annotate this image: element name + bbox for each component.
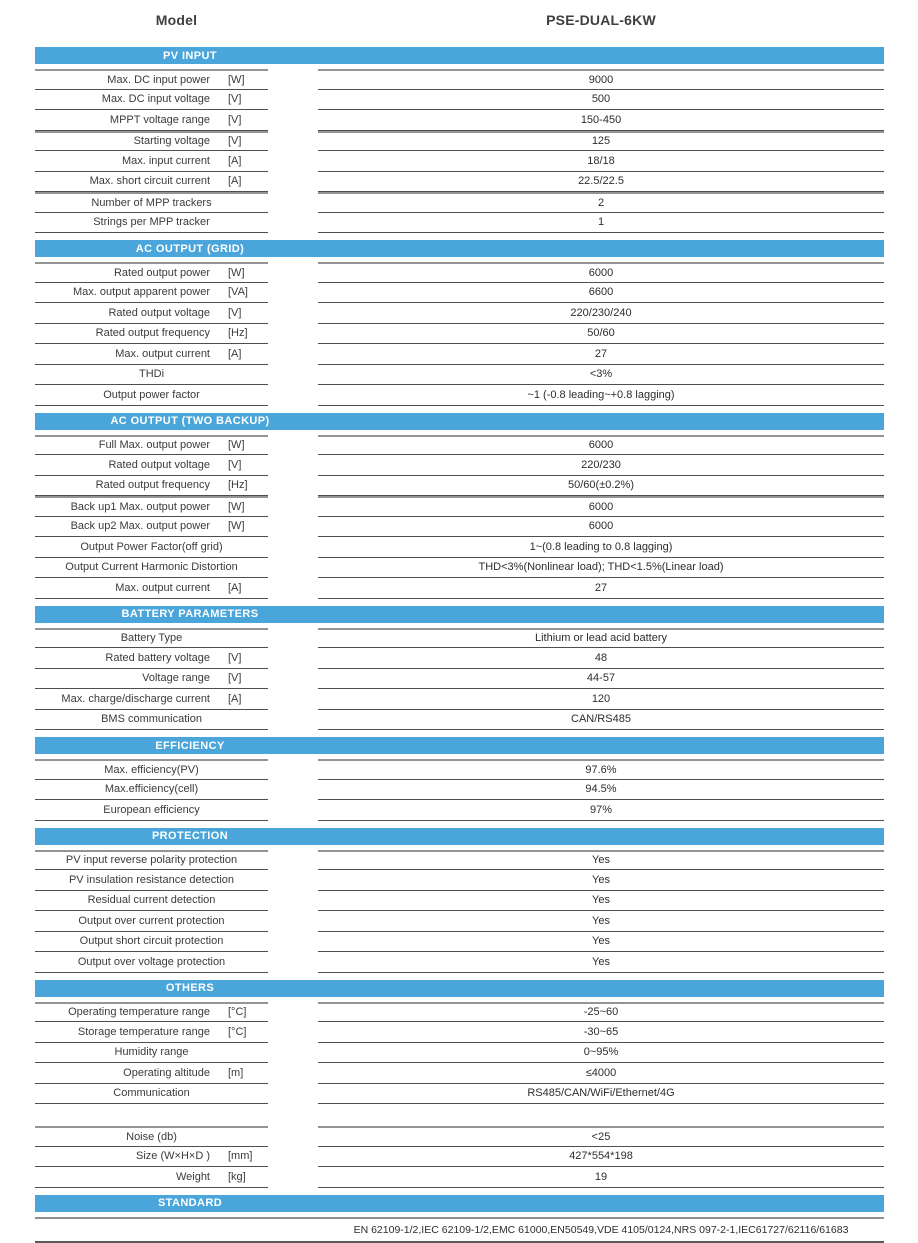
spec-unit: [A] (228, 175, 242, 188)
spec-label: Max. output apparent power (73, 286, 210, 299)
spec-value (318, 1104, 884, 1126)
spec-label-cell (35, 1002, 268, 1023)
section-title: PROTECTION (151, 830, 229, 842)
spec-label-cell (35, 324, 268, 345)
spec-value: 6000 (318, 517, 884, 538)
column-gap (268, 455, 318, 476)
spec-label: Voltage range (142, 672, 210, 685)
column-gap (268, 131, 318, 152)
spec-row (35, 1043, 884, 1064)
spec-row (35, 192, 884, 213)
column-gap (268, 151, 318, 172)
spec-label: Max. charge/discharge current (61, 692, 210, 705)
spec-unit: [W] (228, 266, 245, 279)
spec-row (35, 172, 884, 193)
spec-row (35, 1126, 884, 1147)
column-gap (268, 850, 318, 871)
spec-unit: [Hz] (228, 327, 248, 340)
spec-label-cell (35, 578, 268, 599)
spec-value: 1 (318, 213, 884, 234)
spec-label-cell (35, 1022, 268, 1043)
spec-value: 50/60(±0.2%) (318, 476, 884, 497)
spec-label-cell (35, 850, 268, 871)
spec-row (35, 283, 884, 304)
spec-label-cell (35, 759, 268, 780)
spec-label: Humidity range (114, 1046, 189, 1059)
spec-value: 27 (318, 344, 884, 365)
section-rows (35, 628, 884, 731)
spec-label: MPPT voltage range (109, 113, 210, 126)
section-rows (35, 759, 884, 821)
spec-value: CAN/RS485 (318, 710, 884, 731)
spec-row (35, 110, 884, 131)
spec-label-cell (35, 476, 268, 497)
spec-unit: [W] (228, 73, 245, 86)
spec-label-cell (35, 1084, 268, 1105)
column-gap (268, 689, 318, 710)
spec-section (35, 240, 884, 406)
spec-label: Strings per MPP tracker (93, 216, 210, 229)
column-gap (268, 90, 318, 111)
spec-unit: [VA] (228, 286, 248, 299)
section-bar (35, 240, 884, 257)
column-gap (268, 262, 318, 283)
column-gap (268, 870, 318, 891)
spec-section (35, 828, 884, 973)
spec-label: PV insulation resistance detection (68, 873, 235, 886)
column-gap (268, 303, 318, 324)
column-gap (268, 1022, 318, 1043)
section-bar (35, 1195, 884, 1212)
spec-label: Output Current Harmonic Distortion (65, 561, 238, 574)
spec-sheet (35, 0, 884, 1243)
section-rows (35, 1002, 884, 1188)
spec-value: THD<3%(Nonlinear load); THD<1.5%(Linear load) (318, 558, 884, 579)
spec-row (35, 69, 884, 90)
spec-label-cell (35, 90, 268, 111)
spec-label-cell (35, 911, 268, 932)
spec-row (35, 1002, 884, 1023)
spec-value: 9000 (318, 69, 884, 90)
spec-unit: [A] (228, 154, 242, 167)
model-label: Model (155, 12, 198, 28)
spec-label: Max. DC input power (107, 73, 210, 86)
spec-row (35, 1104, 884, 1126)
spec-unit: [W] (228, 520, 245, 533)
spec-label-cell (35, 891, 268, 912)
spec-label-cell (35, 1167, 268, 1188)
spec-value: 97.6% (318, 759, 884, 780)
spec-row (35, 780, 884, 801)
spec-label-cell (35, 435, 268, 456)
column-gap (268, 1167, 318, 1188)
spec-value: 94.5% (318, 780, 884, 801)
spec-value: 48 (318, 648, 884, 669)
spec-row (35, 303, 884, 324)
spec-label-cell (35, 110, 268, 131)
spec-label: Max. output current (115, 581, 210, 594)
column-gap (268, 1043, 318, 1064)
model-value: PSE-DUAL-6KW (546, 12, 656, 28)
spec-label-cell (35, 780, 268, 801)
spec-label-cell (35, 455, 268, 476)
spec-unit: [A] (228, 347, 242, 360)
spec-label-cell (35, 648, 268, 669)
sections-container (35, 47, 884, 1243)
column-gap (268, 1104, 318, 1126)
column-gap (268, 1084, 318, 1105)
spec-label-cell (35, 628, 268, 649)
spec-label: European efficiency (103, 803, 200, 816)
column-gap (268, 435, 318, 456)
spec-value: 6000 (318, 435, 884, 456)
section-bar (35, 47, 884, 64)
spec-row (35, 476, 884, 497)
spec-value: 27 (318, 578, 884, 599)
spec-section (35, 1195, 884, 1243)
section-rows (35, 850, 884, 973)
spec-value: Yes (318, 891, 884, 912)
spec-value: 97% (318, 800, 884, 821)
spec-row (35, 689, 884, 710)
spec-value: 220/230/240 (318, 303, 884, 324)
spec-label: Back up1 Max. output power (70, 500, 210, 513)
spec-row (35, 669, 884, 690)
spec-label: Rated battery voltage (105, 651, 210, 664)
column-gap (268, 213, 318, 234)
spec-label-cell (35, 1126, 268, 1147)
spec-label: Back up2 Max. output power (70, 520, 210, 533)
spec-label: Full Max. output power (98, 439, 210, 452)
column-gap (268, 932, 318, 953)
spec-label-cell (35, 385, 268, 406)
spec-label: Operating temperature range (68, 1006, 210, 1019)
spec-label: Residual current detection (87, 894, 216, 907)
spec-unit: [V] (228, 93, 242, 106)
column-gap (268, 324, 318, 345)
spec-row (35, 800, 884, 821)
spec-label: Output power factor (103, 388, 200, 401)
spec-row (35, 952, 884, 973)
spec-label-cell (35, 537, 268, 558)
column-gap (268, 800, 318, 821)
spec-value: Yes (318, 952, 884, 973)
spec-row (35, 455, 884, 476)
column-gap (268, 780, 318, 801)
spec-row (35, 90, 884, 111)
spec-value: Yes (318, 850, 884, 871)
spec-value: ≤4000 (318, 1063, 884, 1084)
column-gap (268, 172, 318, 193)
spec-section (35, 737, 884, 821)
column-gap (268, 496, 318, 517)
spec-value: 19 (318, 1167, 884, 1188)
spec-label: Rated output frequency (95, 327, 210, 340)
spec-label-cell (35, 496, 268, 517)
spec-unit: [W] (228, 439, 245, 452)
spec-label-cell (35, 800, 268, 821)
spec-label: Rated output frequency (95, 479, 210, 492)
spec-label: Rated output power (113, 266, 210, 279)
spec-unit: [mm] (228, 1150, 253, 1163)
spec-value: 6000 (318, 262, 884, 283)
section-title: STANDARD (157, 1197, 223, 1209)
spec-row (35, 932, 884, 953)
column-gap (268, 1147, 318, 1168)
column-gap (268, 628, 318, 649)
spec-label-cell (35, 131, 268, 152)
spec-unit: [V] (228, 651, 242, 664)
spec-row (35, 628, 884, 649)
column-gap (268, 759, 318, 780)
spec-label: PV input reverse polarity protection (65, 854, 238, 867)
spec-label: Rated output voltage (108, 306, 210, 319)
spec-row (35, 558, 884, 579)
section-bar (35, 737, 884, 754)
column-gap (268, 891, 318, 912)
spec-value: -25~60 (318, 1002, 884, 1023)
section-rows (35, 435, 884, 599)
spec-row (35, 1147, 884, 1168)
spec-value: 50/60 (318, 324, 884, 345)
spec-label: Output short circuit protection (79, 935, 224, 948)
spec-value: 6600 (318, 283, 884, 304)
spec-unit: [V] (228, 113, 242, 126)
section-rows (35, 1217, 884, 1243)
column-gap (268, 476, 318, 497)
spec-label: Max.efficiency(cell) (104, 783, 199, 796)
spec-unit: [V] (228, 135, 242, 148)
spec-label: Output over current protection (78, 914, 225, 927)
spec-label-cell (35, 344, 268, 365)
model-header (35, 0, 884, 40)
column-gap (268, 669, 318, 690)
column-gap (268, 558, 318, 579)
section-title: OTHERS (165, 982, 215, 994)
spec-row (35, 324, 884, 345)
spec-value: 0~95% (318, 1043, 884, 1064)
spec-row (35, 891, 884, 912)
spec-value: 427*554*198 (318, 1147, 884, 1168)
spec-label-cell (35, 558, 268, 579)
spec-unit: [V] (228, 458, 242, 471)
spec-value: Yes (318, 932, 884, 953)
spec-row (35, 344, 884, 365)
spec-label: Rated output voltage (108, 458, 210, 471)
section-title: AC OUTPUT (TWO BACKUP) (110, 415, 270, 427)
section-title: AC OUTPUT (GRID) (135, 242, 245, 255)
spec-label-cell (35, 1147, 268, 1168)
spec-label-cell (35, 365, 268, 386)
standards-row (35, 1217, 884, 1243)
spec-value: 2 (318, 192, 884, 213)
spec-label: Max. output current (115, 347, 210, 360)
column-gap (268, 911, 318, 932)
spec-value: Lithium or lead acid battery (318, 628, 884, 649)
spec-label: Output over voltage protection (77, 955, 226, 968)
spec-unit: [W] (228, 500, 245, 513)
section-rows (35, 262, 884, 406)
spec-value: -30~65 (318, 1022, 884, 1043)
spec-unit: [°C] (228, 1025, 247, 1038)
spec-label-cell (35, 517, 268, 538)
column-gap (268, 192, 318, 213)
section-bar (35, 828, 884, 845)
spec-row (35, 151, 884, 172)
spec-value: Yes (318, 870, 884, 891)
spec-value: 18/18 (318, 151, 884, 172)
spec-row (35, 213, 884, 234)
spec-unit: [A] (228, 581, 242, 594)
spec-value: Yes (318, 911, 884, 932)
spec-row (35, 1022, 884, 1043)
spec-label: Communication (113, 1087, 190, 1100)
spec-value: 220/230 (318, 455, 884, 476)
spec-row (35, 911, 884, 932)
spec-label-cell (35, 870, 268, 891)
spec-value: <25 (318, 1126, 884, 1147)
spec-label: BMS communication (101, 713, 202, 726)
spec-label: Noise (db) (126, 1130, 177, 1143)
spec-section (35, 413, 884, 599)
spec-label: Battery Type (120, 632, 183, 645)
spec-unit: [V] (228, 306, 242, 319)
spec-label: Number of MPP trackers (91, 196, 212, 209)
section-title: BATTERY PARAMETERS (121, 608, 259, 620)
spec-row (35, 385, 884, 406)
spec-label-cell (35, 952, 268, 973)
column-gap (268, 710, 318, 731)
spec-value: <3% (318, 365, 884, 386)
column-gap (268, 952, 318, 973)
spec-row (35, 710, 884, 731)
section-bar (35, 980, 884, 997)
section-bar (35, 413, 884, 430)
section-rows (35, 69, 884, 233)
spec-label-cell (35, 69, 268, 90)
spec-value: ~1 (-0.8 leading~+0.8 lagging) (318, 385, 884, 406)
spec-row (35, 496, 884, 517)
spec-section (35, 606, 884, 731)
spec-label-cell (35, 213, 268, 234)
spec-row (35, 648, 884, 669)
spec-label-cell (35, 689, 268, 710)
spec-row (35, 870, 884, 891)
spec-label: Max. short circuit current (89, 175, 210, 188)
spec-unit: [Hz] (228, 479, 248, 492)
standards-text: EN 62109-1/2,IEC 62109-1/2,EMC 61000,EN50549,VDE 4105/0124,NRS 097-2-1,IEC61727/62116/61683 (353, 1223, 849, 1236)
column-gap (268, 283, 318, 304)
spec-label-cell (35, 283, 268, 304)
section-title: EFFICIENCY (155, 739, 225, 752)
spec-value: 44-57 (318, 669, 884, 690)
section-bar (35, 606, 884, 623)
spec-label: Max. input current (121, 154, 210, 167)
column-gap (268, 1063, 318, 1084)
spec-value: 500 (318, 90, 884, 111)
spec-label-cell (35, 151, 268, 172)
spec-label-cell (35, 1063, 268, 1084)
spec-label: Output Power Factor(off grid) (80, 540, 223, 553)
spec-value: 150-450 (318, 110, 884, 131)
spec-label: THDi (138, 368, 165, 381)
spec-label: Storage temperature range (77, 1025, 210, 1038)
spec-row (35, 365, 884, 386)
spec-row (35, 759, 884, 780)
spec-value: RS485/CAN/WiFi/Ethernet/4G (318, 1084, 884, 1105)
spec-row (35, 131, 884, 152)
column-gap (268, 578, 318, 599)
spec-unit: [m] (228, 1066, 244, 1079)
section-title: PV INPUT (163, 49, 217, 62)
spec-section (35, 47, 884, 233)
spec-label-cell (35, 303, 268, 324)
spec-label: Operating altitude (123, 1066, 210, 1079)
column-gap (268, 385, 318, 406)
spec-unit: [°C] (228, 1006, 247, 1019)
spec-row (35, 578, 884, 599)
spec-label: Starting voltage (133, 135, 210, 148)
spec-label: Size (W×H×D ) (136, 1150, 210, 1163)
spec-section (35, 980, 884, 1188)
spec-row (35, 1167, 884, 1188)
spec-row (35, 262, 884, 283)
spec-label-cell (35, 1104, 268, 1126)
column-gap (268, 537, 318, 558)
spec-row (35, 1084, 884, 1105)
spec-label-cell (35, 669, 268, 690)
spec-label-cell (35, 172, 268, 193)
column-gap (268, 1002, 318, 1023)
spec-unit: [A] (228, 692, 242, 705)
spec-label-cell (35, 710, 268, 731)
spec-label: Weight (175, 1170, 210, 1183)
column-gap (268, 365, 318, 386)
spec-label-cell (35, 1043, 268, 1064)
spec-value: 125 (318, 131, 884, 152)
spec-value: 120 (318, 689, 884, 710)
column-gap (268, 648, 318, 669)
spec-label-cell (35, 262, 268, 283)
column-gap (268, 69, 318, 90)
spec-label-cell (35, 192, 268, 213)
spec-value: 1~(0.8 leading to 0.8 lagging) (318, 537, 884, 558)
spec-row (35, 517, 884, 538)
spec-label: Max. efficiency(PV) (104, 763, 199, 776)
spec-label: Max. DC input voltage (101, 93, 210, 106)
spec-value: 22.5/22.5 (318, 172, 884, 193)
column-gap (268, 110, 318, 131)
column-gap (268, 1126, 318, 1147)
spec-row (35, 1063, 884, 1084)
spec-value: 6000 (318, 496, 884, 517)
spec-row (35, 537, 884, 558)
spec-row (35, 850, 884, 871)
spec-unit: [V] (228, 672, 242, 685)
column-gap (268, 517, 318, 538)
spec-label-cell (35, 932, 268, 953)
spec-unit: [kg] (228, 1170, 246, 1183)
spec-row (35, 435, 884, 456)
column-gap (268, 344, 318, 365)
